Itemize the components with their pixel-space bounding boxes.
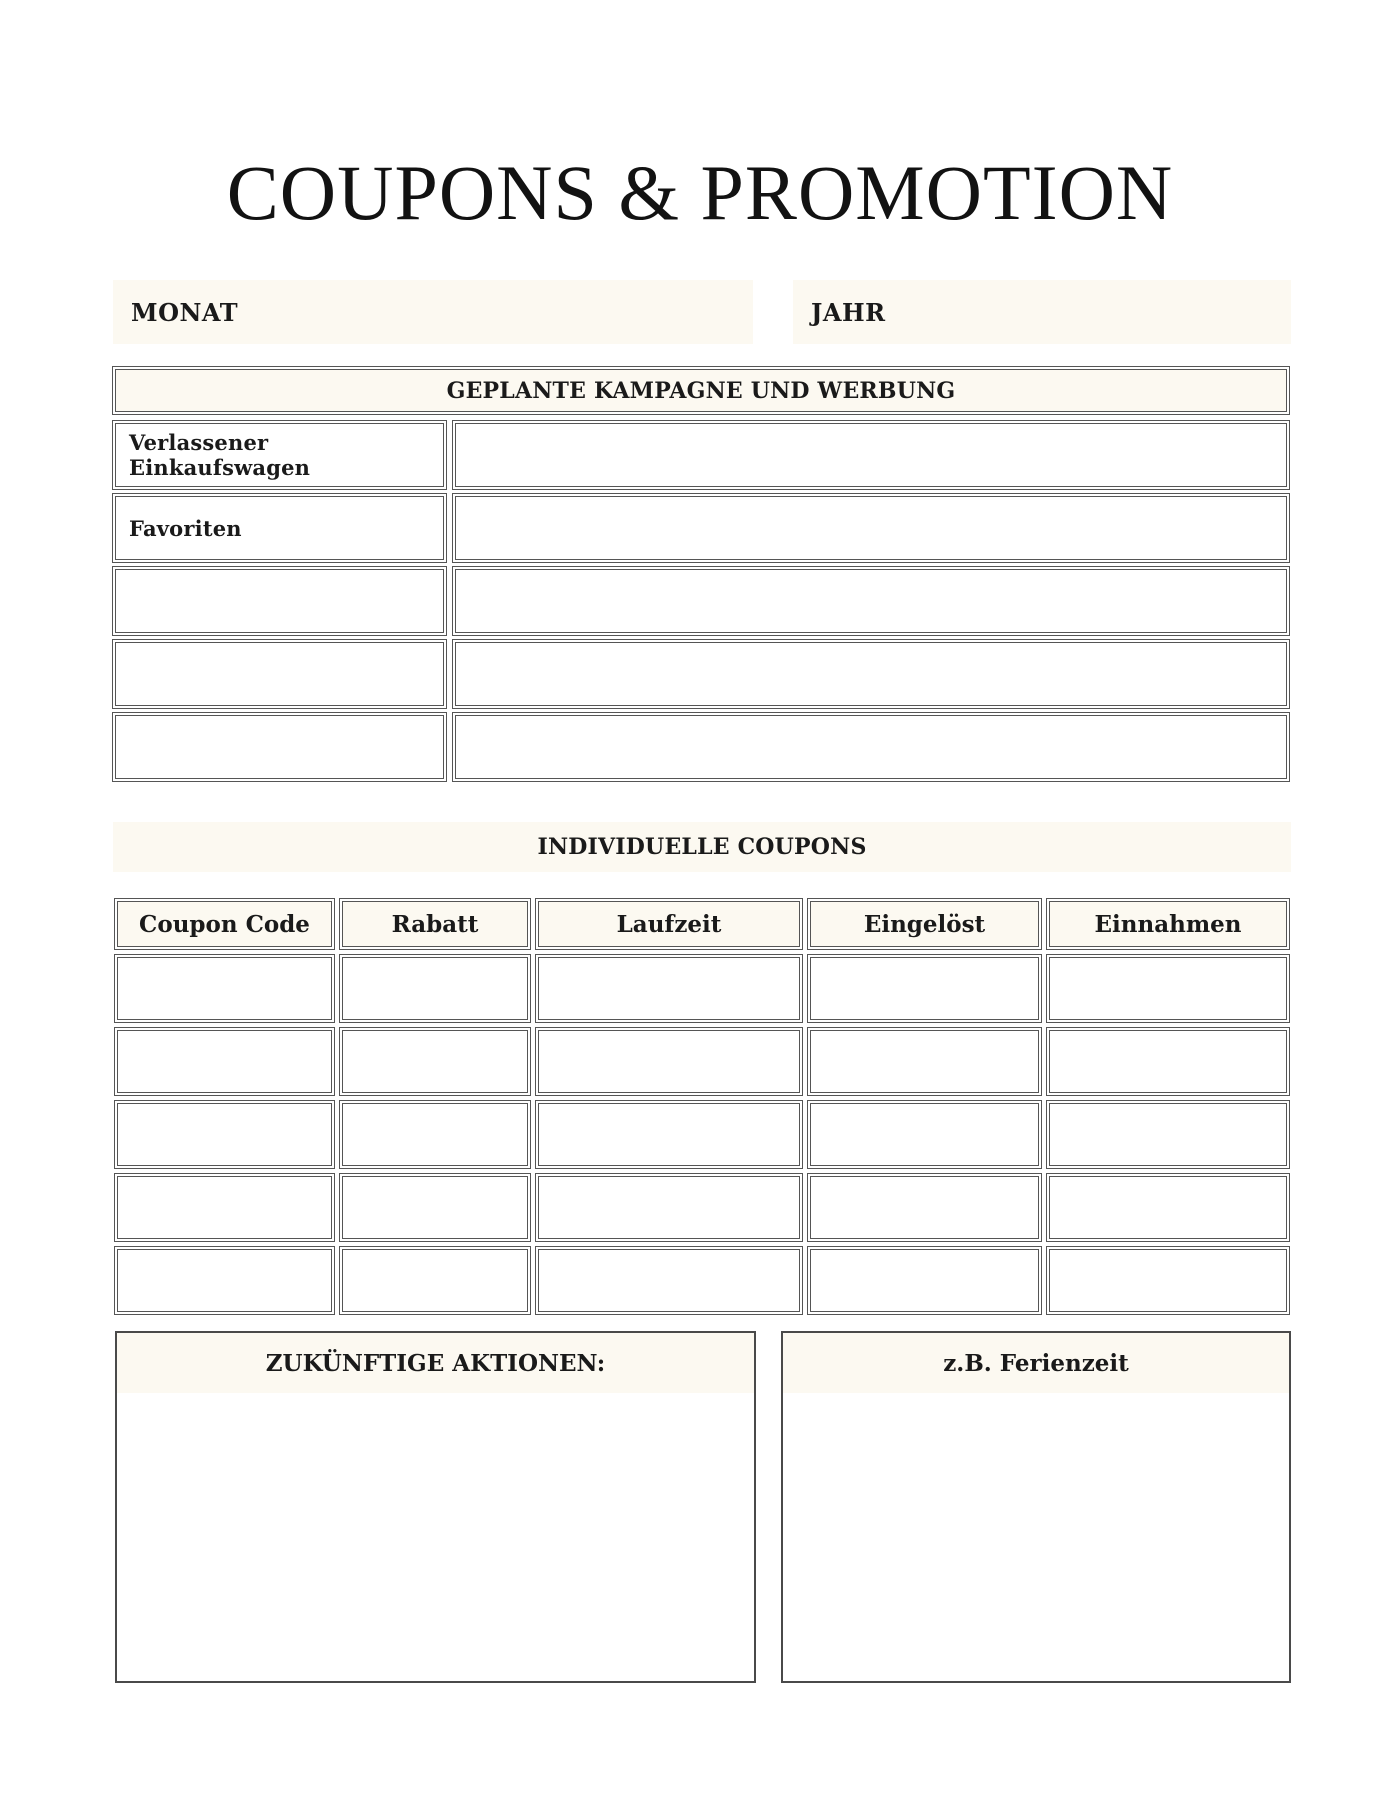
campaign-value-cell[interactable] — [455, 642, 1287, 706]
campaign-label-cell[interactable] — [115, 642, 444, 706]
coupon-table-cell[interactable] — [1049, 1103, 1287, 1166]
coupon-table-cell[interactable] — [117, 1249, 332, 1312]
coupon-column-header: Einnahmen — [1049, 901, 1287, 947]
coupon-table-cell[interactable] — [810, 1103, 1039, 1166]
coupon-table-cell[interactable] — [342, 1103, 528, 1166]
coupon-table-cell[interactable] — [1049, 1176, 1287, 1239]
campaign-label-cell[interactable] — [115, 569, 444, 633]
coupon-table-cell[interactable] — [810, 1176, 1039, 1239]
coupon-table-cell[interactable] — [117, 1103, 332, 1166]
year-label: JAHR — [811, 297, 886, 327]
coupon-column-header: Rabatt — [342, 901, 528, 947]
campaign-label-cell[interactable]: Favoriten — [115, 496, 444, 560]
month-label: MONAT — [131, 297, 239, 327]
coupon-table-cell[interactable] — [1049, 1249, 1287, 1312]
campaign-label-cell[interactable]: Verlassener Einkaufswagen — [115, 423, 444, 487]
coupon-column-header: Eingelöst — [810, 901, 1039, 947]
campaign-value-cell[interactable] — [455, 569, 1287, 633]
holiday-box[interactable] — [781, 1331, 1291, 1683]
campaign-label-cell[interactable] — [115, 715, 444, 779]
coupon-table-cell[interactable] — [117, 1176, 332, 1239]
campaign-value-cell[interactable] — [455, 423, 1287, 487]
coupon-table-cell[interactable] — [342, 1176, 528, 1239]
future-actions-box[interactable] — [115, 1331, 756, 1683]
coupon-table-cell[interactable] — [810, 1030, 1039, 1093]
campaign-value-cell[interactable] — [455, 715, 1287, 779]
coupon-column-header: Laufzeit — [538, 901, 800, 947]
coupon-table-cell[interactable] — [1049, 1030, 1287, 1093]
coupon-column-header: Coupon Code — [117, 901, 332, 947]
future-actions-header: ZUKÜNFTIGE AKTIONEN: — [117, 1333, 754, 1393]
coupons-header: INDIVIDUELLE COUPONS — [113, 822, 1291, 872]
year-field[interactable] — [793, 280, 1291, 344]
coupon-table-cell[interactable] — [1049, 957, 1287, 1020]
page-title: COUPONS & PROMOTION — [226, 149, 1174, 236]
coupon-table-cell[interactable] — [117, 1030, 332, 1093]
coupon-table-cell[interactable] — [538, 1176, 800, 1239]
coupon-table-cell[interactable] — [342, 1030, 528, 1093]
coupon-table-cell[interactable] — [810, 1249, 1039, 1312]
coupon-table-cell[interactable] — [117, 957, 332, 1020]
coupon-table-cell[interactable] — [342, 1249, 528, 1312]
campaign-value-cell[interactable] — [455, 496, 1287, 560]
holiday-header: z.B. Ferienzeit — [783, 1333, 1289, 1393]
coupon-table-cell[interactable] — [538, 1103, 800, 1166]
coupon-table-cell[interactable] — [342, 957, 528, 1020]
month-field[interactable] — [113, 280, 753, 344]
coupon-table-cell[interactable] — [810, 957, 1039, 1020]
coupon-table-cell[interactable] — [538, 1249, 800, 1312]
coupon-table-cell[interactable] — [538, 1030, 800, 1093]
campaign-header: GEPLANTE KAMPAGNE UND WERBUNG — [115, 369, 1287, 412]
coupon-table-cell[interactable] — [538, 957, 800, 1020]
